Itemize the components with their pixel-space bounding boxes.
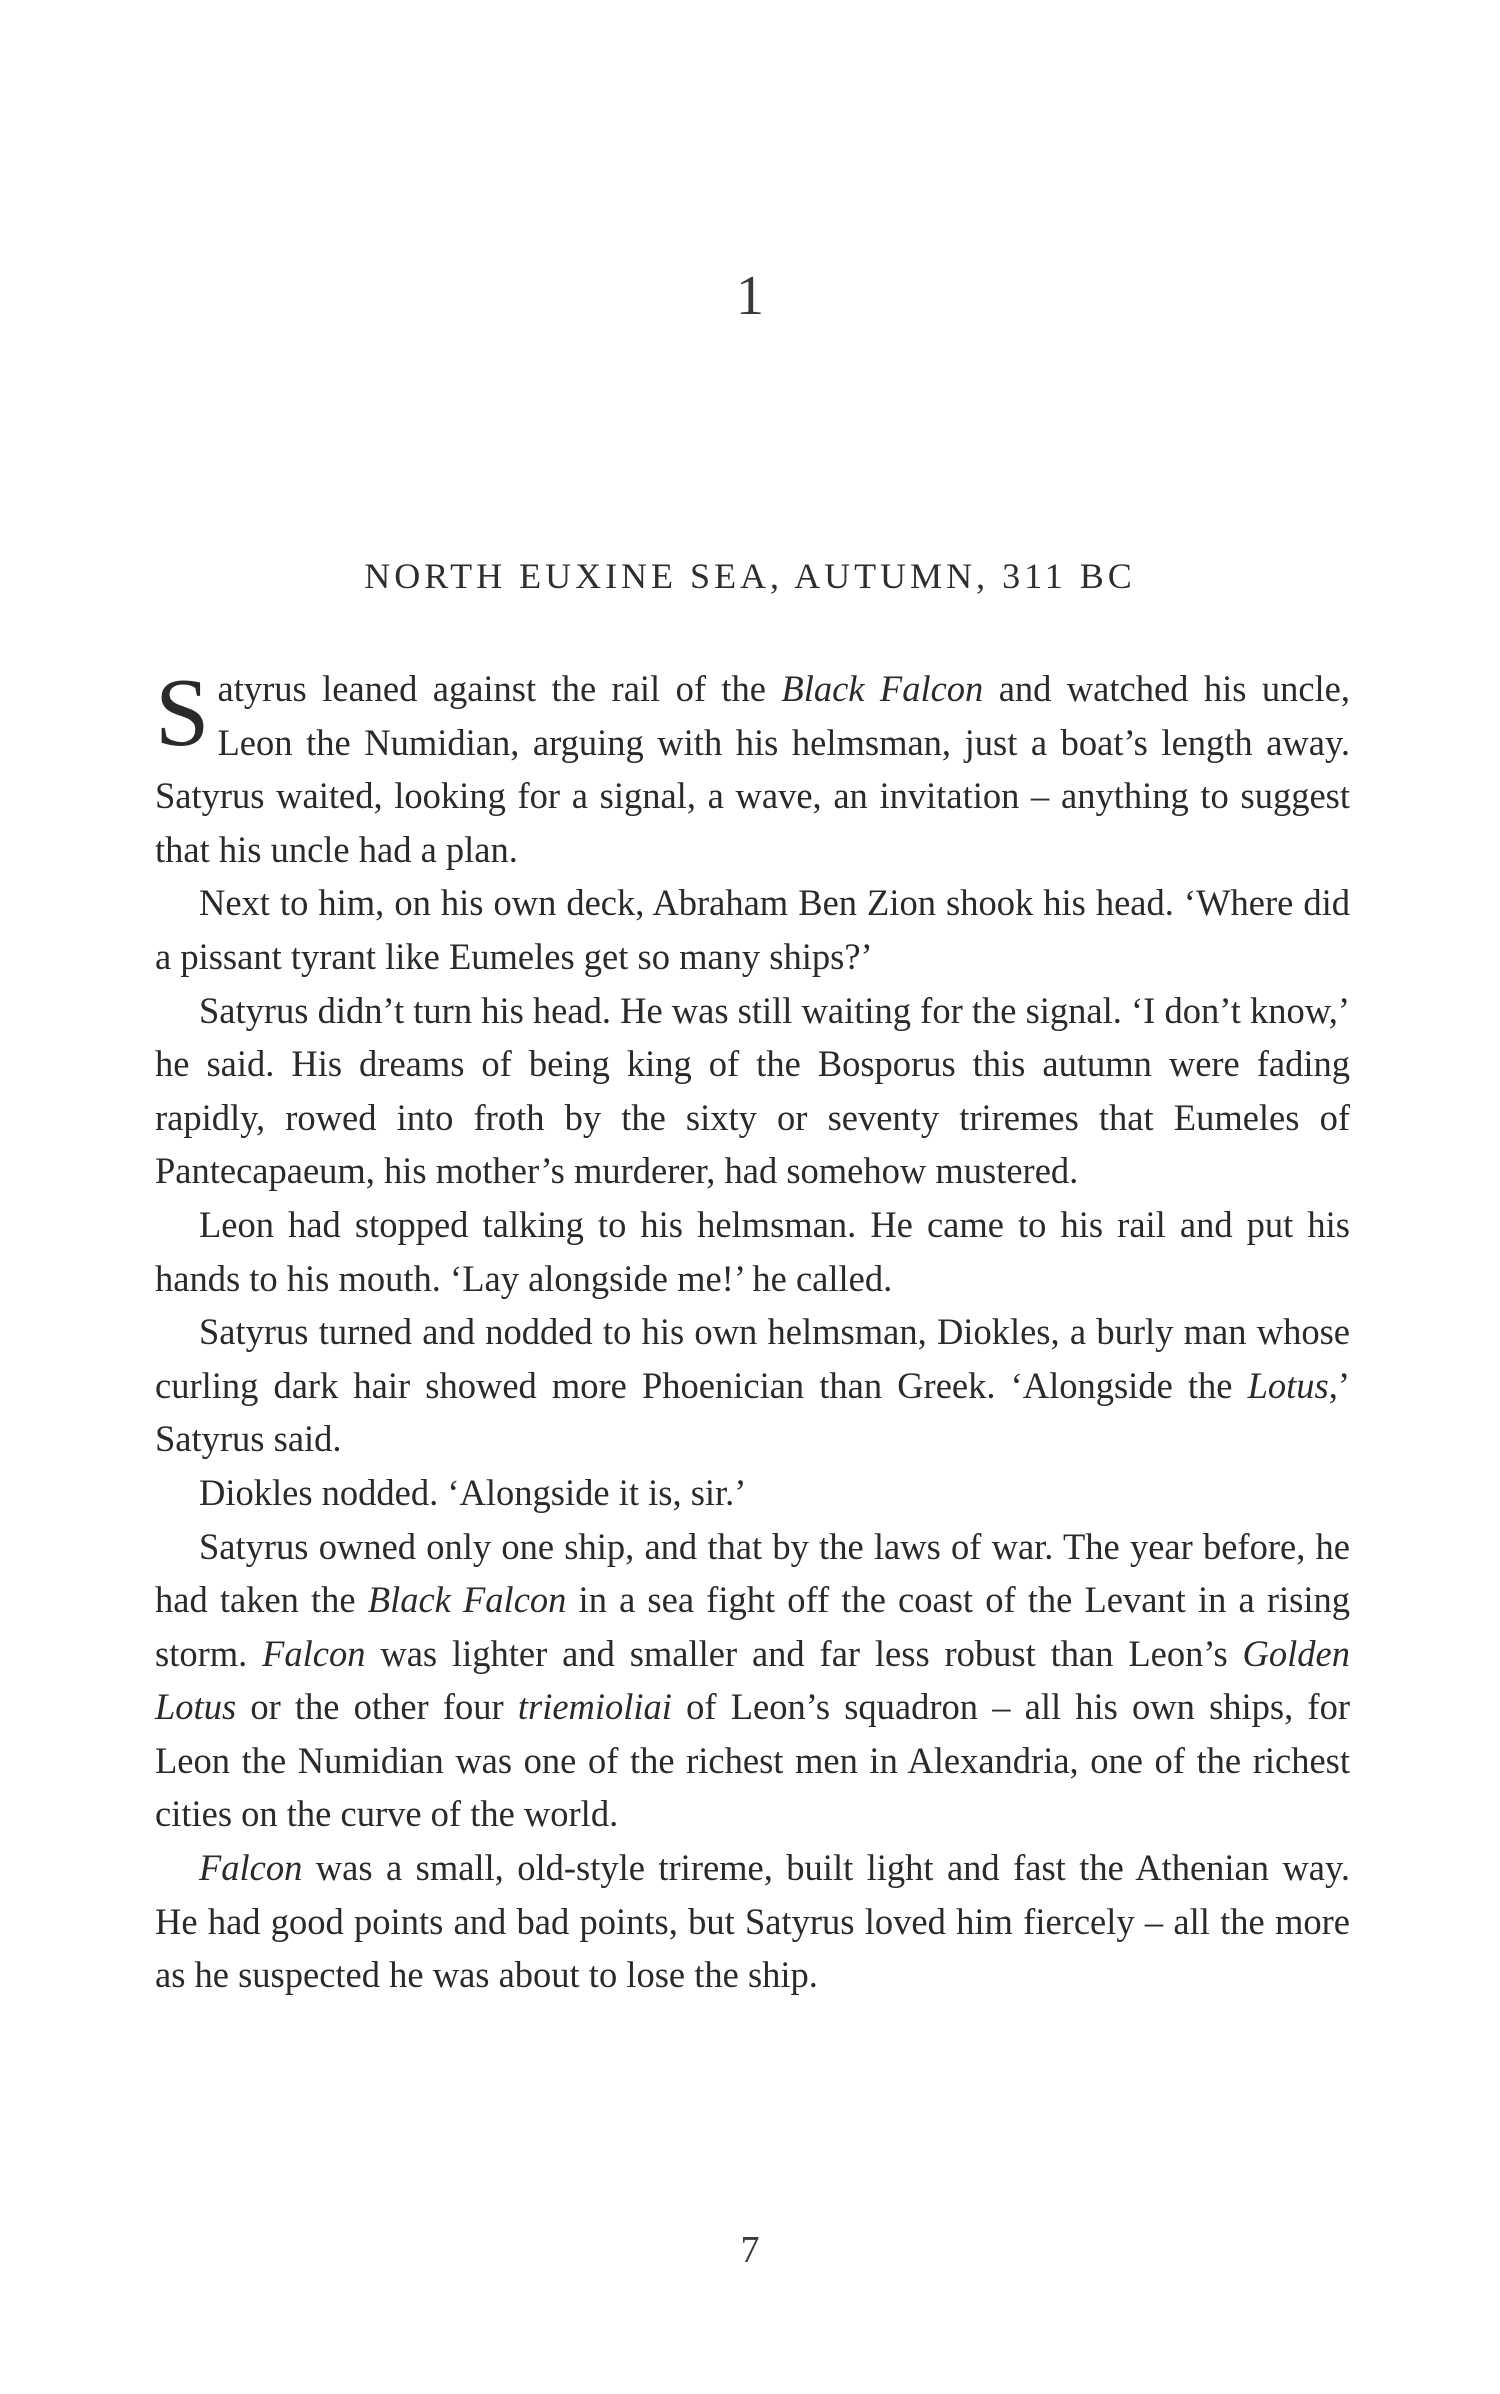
paragraph-text: Satyrus owned only one ship, and that by the laws of war. The year before, he had taken the [155,1525,1350,1621]
paragraph-text: was lighter and smaller and far less robust than Leon’s [365,1632,1243,1674]
paragraph-text: atyrus leaned against the rail of the [217,668,782,709]
chapter-heading: NORTH EUXINE SEA, AUTUMN, 311 BC [364,556,1136,596]
ship-name: Falcon [199,1847,303,1889]
paragraph-text: was a small, old-style trireme, built light and fast the Athenian way. He had good points and bad points, but Satyrus loved him fiercely – all the more as he suspected he was about to lose the ship. [155,1847,1350,1996]
ship-name: Lotus [1247,1364,1329,1406]
paragraph-8 [155,1841,1350,2002]
paragraph-text: in a sea fight off the coast of the Levant in a rising storm. [155,1579,1350,1674]
paragraph-text: Next to him, on his own deck, Abraham Ben Zion shook his head. ‘Where did a pissant tyrant like Eumeles get so many ships?’ [155,882,1350,977]
paragraph-text: Satyrus turned and nodded to his own helmsman, Diokles, a burly man whose curling dark hair showed more Phoenician than Greek. ‘Alongside the [155,1311,1350,1406]
paragraph-6 [155,1466,1350,1520]
paragraph-text: Leon had stopped talking to his helmsman. He came to his rail and put his hands to his mouth. ‘Lay alongside me!’ he called. [155,1203,1350,1299]
ship-name: Golden Lotus [155,1632,1350,1728]
paragraph-7 [155,1520,1350,1842]
ship-name: Black Falcon [781,668,984,709]
paragraph-5 [155,1305,1350,1466]
paragraph-text: or the other four [236,1686,518,1728]
paragraph-3 [155,984,1350,1198]
ship-type: triemioliai [517,1686,672,1728]
ship-name: Falcon [262,1632,366,1674]
page-number: 7 [740,2229,760,2271]
paragraph-text: ,’ Satyrus said. [155,1364,1350,1460]
paragraph-4 [155,1198,1350,1305]
paragraph-text: Diokles nodded. ‘Alongside it is, sir.’ [199,1471,747,1513]
paragraph-text: of Leon’s squadron – all his own ships, for Leon the Numidian was one of the richest men in Alexandria, one of the richest cities on the curve of the world. [155,1686,1350,1835]
paragraph-1 [155,659,1350,876]
paragraph-text: Satyrus didn’t turn his head. He was still waiting for the signal. ‘I don’t know,’ he said. His dreams of being king of the Bosporus this autumn were fading rapidly, rowed into froth by the sixty or seventy triremes that Eumeles of Pantecapaeum, his mother’s murderer, had somehow mustered. [155,989,1350,1192]
paragraph-2 [155,876,1350,983]
chapter-number: 1 [736,265,764,327]
ship-name: Black Falcon [367,1579,567,1621]
paragraph-text: and watched his uncle, Leon the Numidian, arguing with his helmsman, just a boat’s length away. Satyrus waited, looking for a signal, a wave, an invitation – anything to suggest that his uncle had a plan. [155,668,1350,870]
drop-cap: S [155,659,210,767]
body-text [155,659,1350,2002]
